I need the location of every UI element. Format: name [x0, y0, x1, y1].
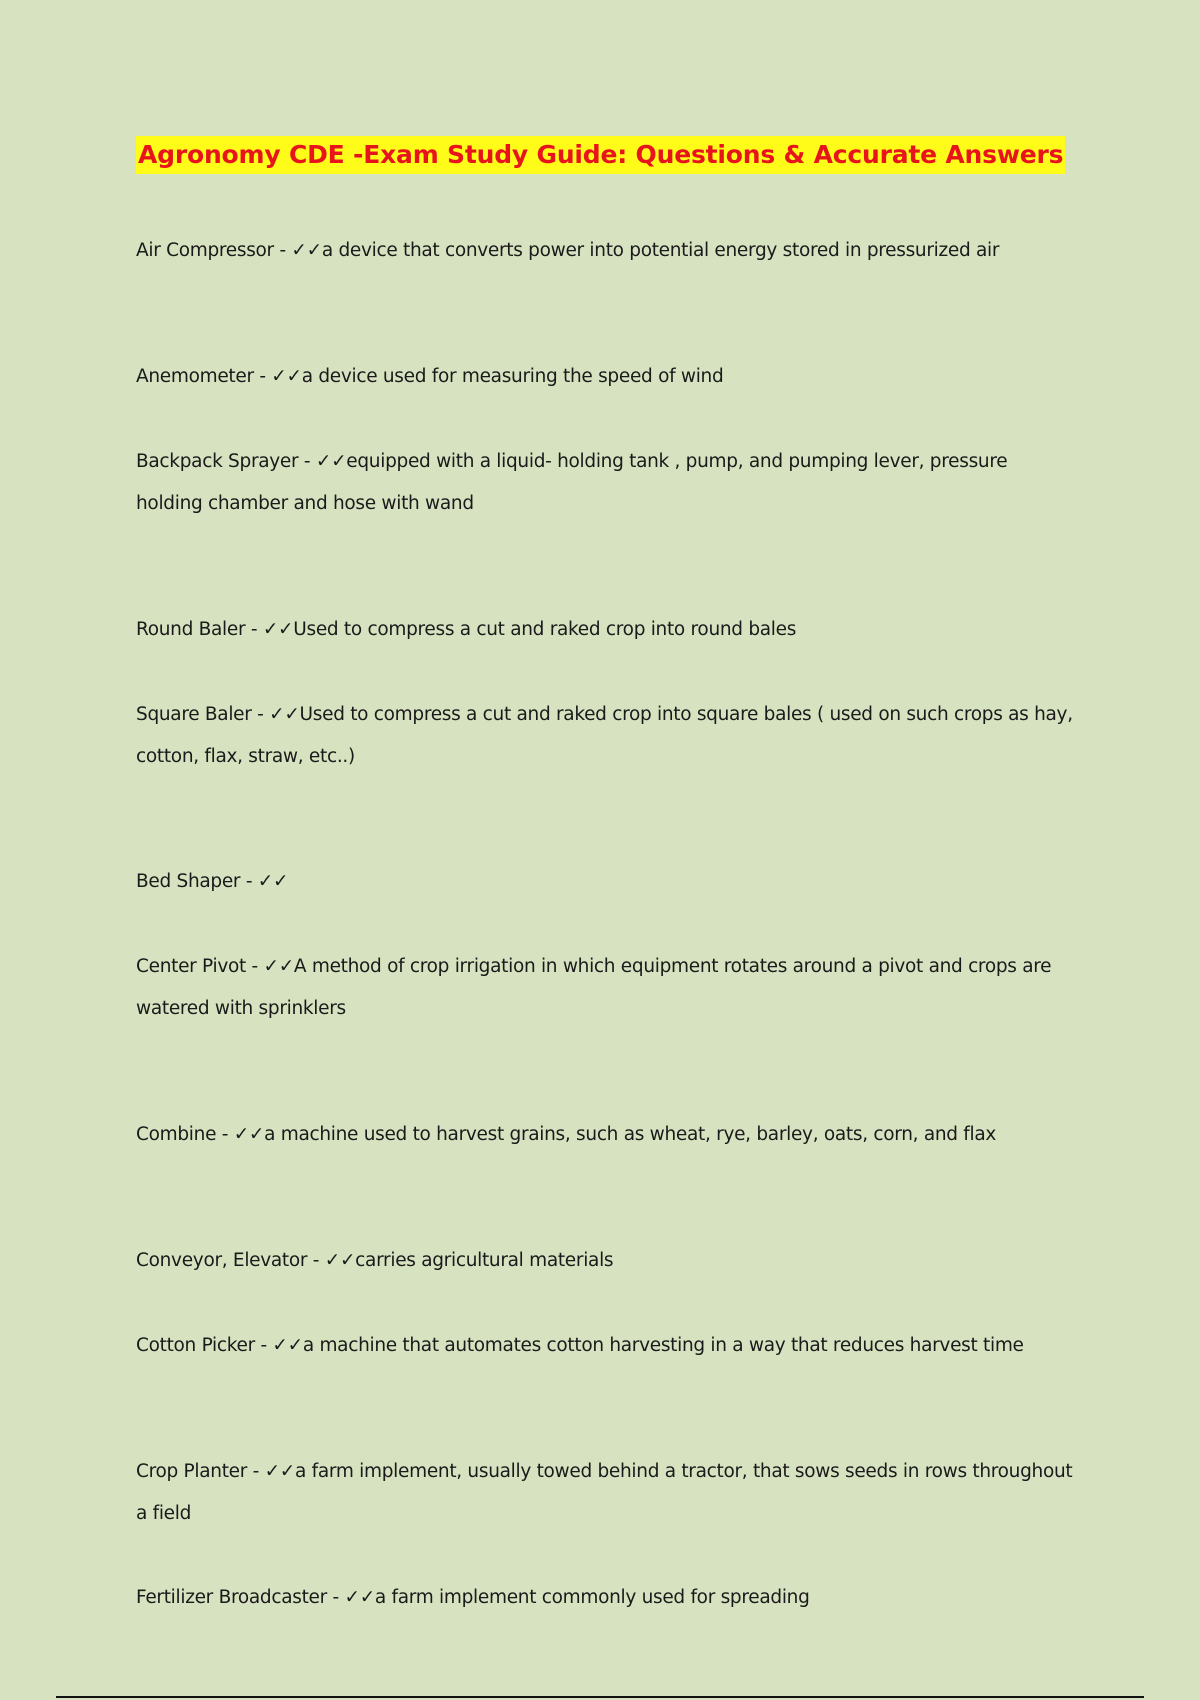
- entry-definition: carries agricultural materials: [355, 1250, 614, 1271]
- entry-backpack-sprayer: [136, 441, 1076, 525]
- checkmark-icon: ✓✓: [262, 619, 294, 640]
- entry-anemometer: [136, 356, 723, 398]
- entry-separator: -: [245, 619, 263, 640]
- checkmark-icon: ✓✓: [269, 704, 300, 725]
- entry-definition: A method of crop irrigation in which equipment rotates around a pivot and crops are watered with sprinklers: [136, 956, 1052, 1019]
- entry-air-compressor: [136, 230, 999, 272]
- entry-definition: Used to compress a cut and raked crop into round bales: [293, 619, 797, 640]
- entry-definition: a device that converts power into potential energy stored in pressurized air: [321, 240, 1000, 261]
- entry-bed-shaper: [136, 861, 288, 903]
- entry-term: Anemometer: [136, 366, 254, 387]
- checkmark-icon: ✓✓: [324, 1250, 356, 1271]
- entry-square-baler: [136, 694, 1076, 778]
- entry-cotton-picker: [136, 1325, 1024, 1367]
- entry-definition: equipped with a liquid- holding tank , pump, and pumping lever, pressure holding chamber and hose with wand: [136, 451, 1008, 514]
- entry-term: Combine: [136, 1124, 217, 1145]
- entry-term: Square Baler: [136, 704, 252, 725]
- entry-separator: -: [216, 1124, 234, 1145]
- checkmark-icon: ✓✓: [233, 1124, 265, 1145]
- entry-separator: -: [307, 1250, 325, 1271]
- entry-term: Bed Shaper: [136, 871, 241, 892]
- entry-term: Cotton Picker: [136, 1335, 255, 1356]
- page-title: Agronomy CDE -Exam Study Guide: Questions & Accurate Answers: [136, 136, 1065, 174]
- entry-definition: Used to compress a cut and raked crop into square bales ( used on such crops as hay, cotton, flax, straw, etc..): [136, 704, 1073, 767]
- entry-combine: [136, 1114, 996, 1156]
- entry-definition: a farm implement, usually towed behind a tractor, that sows seeds in rows throughout a field: [136, 1461, 1073, 1524]
- entry-term: Round Baler: [136, 619, 246, 640]
- entry-definition: a farm implement commonly used for spreading: [374, 1587, 810, 1608]
- checkmark-icon: ✓✓: [291, 240, 322, 261]
- entry-separator: -: [251, 704, 270, 725]
- entry-term: Fertilizer Broadcaster: [136, 1587, 327, 1608]
- entry-separator: -: [298, 451, 316, 472]
- entry-separator: -: [254, 1335, 273, 1356]
- checkmark-icon: ✓✓: [257, 871, 289, 892]
- entry-crop-planter: [136, 1451, 1076, 1535]
- entry-definition: a device used for measuring the speed of wind: [301, 366, 724, 387]
- page-divider: [56, 1696, 1144, 1698]
- entry-separator: -: [273, 240, 292, 261]
- entry-separator: -: [253, 366, 272, 387]
- entry-separator: -: [326, 1587, 345, 1608]
- checkmark-icon: ✓✓: [272, 1335, 303, 1356]
- checkmark-icon: ✓✓: [264, 1461, 296, 1482]
- entry-separator: -: [240, 871, 258, 892]
- entry-term: Air Compressor: [136, 240, 274, 261]
- checkmark-icon: ✓✓: [344, 1587, 375, 1608]
- entry-fertilizer-broadcaster: [136, 1577, 810, 1619]
- checkmark-icon: ✓✓: [271, 366, 302, 387]
- checkmark-icon: ✓✓: [263, 956, 294, 977]
- entry-term: Backpack Sprayer: [136, 451, 299, 472]
- entry-separator: -: [245, 956, 264, 977]
- entry-separator: -: [247, 1461, 265, 1482]
- entry-round-baler: [136, 609, 796, 651]
- entry-term: Conveyor, Elevator: [136, 1250, 308, 1271]
- entry-term: Center Pivot: [136, 956, 246, 977]
- entry-conveyor-elevator: [136, 1240, 613, 1282]
- entry-definition: a machine used to harvest grains, such as wheat, rye, barley, oats, corn, and flax: [264, 1124, 997, 1145]
- entry-definition: a machine that automates cotton harvesting in a way that reduces harvest time: [302, 1335, 1024, 1356]
- entry-center-pivot: [136, 946, 1076, 1030]
- entry-term: Crop Planter: [136, 1461, 248, 1482]
- checkmark-icon: ✓✓: [315, 451, 347, 472]
